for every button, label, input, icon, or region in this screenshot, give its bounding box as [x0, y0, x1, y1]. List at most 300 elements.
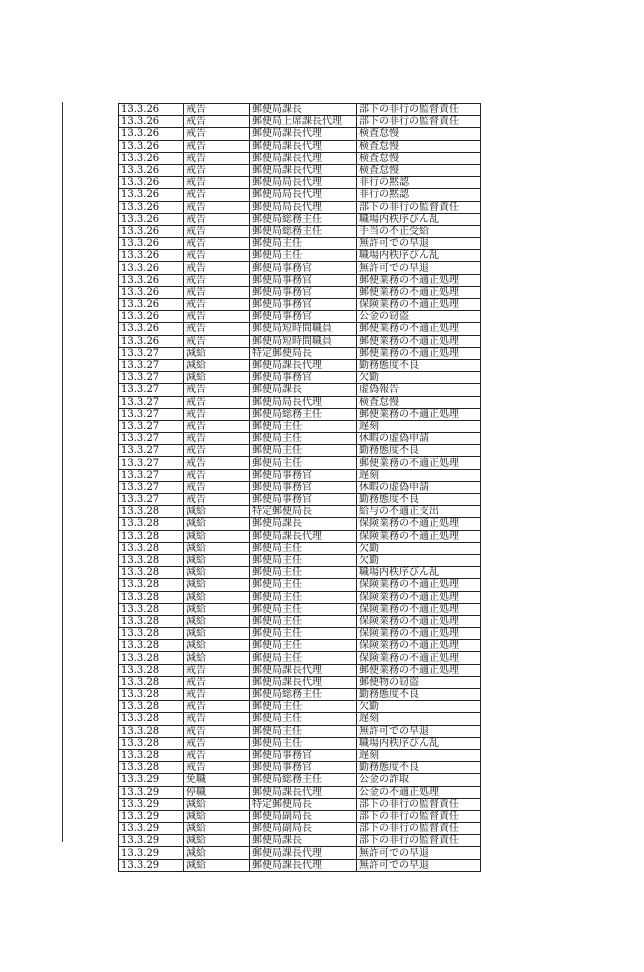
position-cell: 郵便局総務主任	[250, 213, 357, 225]
reason-cell: 遅刻	[357, 749, 481, 761]
table-row	[119, 469, 481, 481]
date-cell: 13.3.28	[119, 762, 184, 774]
position-cell: 郵便局総務主任	[250, 225, 357, 237]
action-cell: 減給	[184, 603, 250, 615]
date-cell: 13.3.29	[119, 774, 184, 786]
table-row	[119, 737, 481, 749]
action-cell: 戒告	[184, 725, 250, 737]
date-cell: 13.3.28	[119, 749, 184, 761]
table-row	[119, 749, 481, 761]
position-cell: 郵便局主任	[250, 725, 357, 737]
date-cell: 13.3.27	[119, 359, 184, 371]
action-cell: 減給	[184, 859, 250, 871]
date-cell: 13.3.29	[119, 847, 184, 859]
position-cell: 郵便局総務主任	[250, 408, 357, 420]
reason-cell: 保険業務の不適正処理	[357, 628, 481, 640]
action-cell: 戒告	[184, 762, 250, 774]
position-cell: 郵便局上席課長代理	[250, 116, 357, 128]
date-cell: 13.3.28	[119, 664, 184, 676]
reason-cell: 遅刻	[357, 713, 481, 725]
action-cell: 戒告	[184, 664, 250, 676]
date-cell: 13.3.27	[119, 408, 184, 420]
reason-cell: 遅刻	[357, 420, 481, 432]
table-row	[119, 786, 481, 798]
action-cell: 減給	[184, 652, 250, 664]
table-row	[119, 530, 481, 542]
table-row	[119, 603, 481, 615]
action-cell: 減給	[184, 810, 250, 822]
action-cell: 戒告	[184, 238, 250, 250]
date-cell: 13.3.28	[119, 603, 184, 615]
date-cell: 13.3.29	[119, 835, 184, 847]
reason-cell: 郵便業務の不適正処理	[357, 408, 481, 420]
table-row	[119, 408, 481, 420]
action-cell: 戒告	[184, 408, 250, 420]
date-cell: 13.3.26	[119, 262, 184, 274]
position-cell: 郵便局事務官	[250, 762, 357, 774]
position-cell: 特定郵便局長	[250, 347, 357, 359]
action-cell: 減給	[184, 506, 250, 518]
position-cell: 郵便局副局長	[250, 810, 357, 822]
table-row	[119, 384, 481, 396]
position-cell: 郵便局主任	[250, 591, 357, 603]
reason-cell: 部下の非行の監督責任	[357, 810, 481, 822]
reason-cell: 検査怠慢	[357, 140, 481, 152]
table-row	[119, 579, 481, 591]
position-cell: 郵便局主任	[250, 457, 357, 469]
action-cell: 戒告	[184, 311, 250, 323]
date-cell: 13.3.26	[119, 104, 184, 116]
position-cell: 郵便局事務官	[250, 749, 357, 761]
action-cell: 戒告	[184, 676, 250, 688]
action-cell: 戒告	[184, 152, 250, 164]
action-cell: 減給	[184, 823, 250, 835]
table-row	[119, 847, 481, 859]
action-cell: 戒告	[184, 164, 250, 176]
date-cell: 13.3.26	[119, 225, 184, 237]
action-cell: 戒告	[184, 286, 250, 298]
action-cell: 減給	[184, 347, 250, 359]
date-cell: 13.3.26	[119, 140, 184, 152]
position-cell: 郵便局主任	[250, 250, 357, 262]
table-row	[119, 676, 481, 688]
table-row	[119, 567, 481, 579]
table-row	[119, 104, 481, 116]
reason-cell: 部下の非行の監督責任	[357, 823, 481, 835]
date-cell: 13.3.28	[119, 518, 184, 530]
date-cell: 13.3.29	[119, 810, 184, 822]
table-row	[119, 347, 481, 359]
table-row	[119, 494, 481, 506]
reason-cell: 職場内秩序びん乱	[357, 250, 481, 262]
position-cell: 郵便局局長代理	[250, 201, 357, 213]
table-row	[119, 286, 481, 298]
reason-cell: 保険業務の不適正処理	[357, 615, 481, 627]
table-row	[119, 213, 481, 225]
position-cell: 郵便局局長代理	[250, 177, 357, 189]
date-cell: 13.3.28	[119, 737, 184, 749]
action-cell: 戒告	[184, 116, 250, 128]
table-row	[119, 713, 481, 725]
action-cell: 減給	[184, 615, 250, 627]
reason-cell: 部下の非行の監督責任	[357, 201, 481, 213]
position-cell: 郵便局課長代理	[250, 359, 357, 371]
action-cell: 減給	[184, 847, 250, 859]
date-cell: 13.3.26	[119, 116, 184, 128]
reason-cell: 勤務態度不良	[357, 445, 481, 457]
date-cell: 13.3.26	[119, 335, 184, 347]
reason-cell: 郵便業務の不適正処理	[357, 323, 481, 335]
position-cell: 郵便局短時間職員	[250, 335, 357, 347]
action-cell: 戒告	[184, 457, 250, 469]
action-cell: 戒告	[184, 140, 250, 152]
position-cell: 郵便局主任	[250, 567, 357, 579]
reason-cell: 検査怠慢	[357, 164, 481, 176]
position-cell: 特定郵便局長	[250, 798, 357, 810]
action-cell: 戒告	[184, 274, 250, 286]
reason-cell: 郵便業務の不適正処理	[357, 286, 481, 298]
table-row	[119, 152, 481, 164]
reason-cell: 保険業務の不適正処理	[357, 640, 481, 652]
date-cell: 13.3.26	[119, 201, 184, 213]
reason-cell: 検査怠慢	[357, 128, 481, 140]
position-cell: 郵便局総務主任	[250, 689, 357, 701]
date-cell: 13.3.28	[119, 628, 184, 640]
table-row	[119, 359, 481, 371]
position-cell: 郵便局課長	[250, 384, 357, 396]
position-cell: 郵便局事務官	[250, 311, 357, 323]
position-cell: 郵便局事務官	[250, 469, 357, 481]
date-cell: 13.3.27	[119, 457, 184, 469]
date-cell: 13.3.26	[119, 274, 184, 286]
date-cell: 13.3.28	[119, 713, 184, 725]
position-cell: 郵便局主任	[250, 554, 357, 566]
reason-cell: 欠勤	[357, 554, 481, 566]
position-cell: 郵便局主任	[250, 603, 357, 615]
table-row	[119, 689, 481, 701]
position-cell: 郵便局事務官	[250, 372, 357, 384]
table-row	[119, 372, 481, 384]
table-row	[119, 725, 481, 737]
position-cell: 郵便局主任	[250, 615, 357, 627]
reason-cell: 保険業務の不適正処理	[357, 299, 481, 311]
position-cell: 郵便局主任	[250, 737, 357, 749]
position-cell: 郵便局主任	[250, 420, 357, 432]
table-row	[119, 481, 481, 493]
date-cell: 13.3.29	[119, 786, 184, 798]
reason-cell: 無許可での早退	[357, 725, 481, 737]
table-row	[119, 542, 481, 554]
position-cell: 郵便局主任	[250, 445, 357, 457]
date-cell: 13.3.27	[119, 384, 184, 396]
date-cell: 13.3.28	[119, 725, 184, 737]
table-row	[119, 835, 481, 847]
reason-cell: 公金の詐取	[357, 774, 481, 786]
action-cell: 戒告	[184, 323, 250, 335]
reason-cell: 検査怠慢	[357, 152, 481, 164]
position-cell: 郵便局主任	[250, 640, 357, 652]
table-row	[119, 201, 481, 213]
position-cell: 郵便局課長代理	[250, 152, 357, 164]
reason-cell: 非行の黙認	[357, 177, 481, 189]
table-row	[119, 591, 481, 603]
table-row	[119, 762, 481, 774]
table-row	[119, 225, 481, 237]
table-row	[119, 116, 481, 128]
date-cell: 13.3.28	[119, 591, 184, 603]
table-row	[119, 274, 481, 286]
table-row	[119, 701, 481, 713]
position-cell: 郵便局課長代理	[250, 676, 357, 688]
position-cell: 郵便局短時間職員	[250, 323, 357, 335]
position-cell: 郵便局課長代理	[250, 859, 357, 871]
action-cell: 減給	[184, 628, 250, 640]
table-row	[119, 140, 481, 152]
date-cell: 13.3.26	[119, 177, 184, 189]
reason-cell: 保険業務の不適正処理	[357, 652, 481, 664]
date-cell: 13.3.26	[119, 152, 184, 164]
reason-cell: 無許可での早退	[357, 262, 481, 274]
position-cell: 郵便局課長	[250, 518, 357, 530]
position-cell: 郵便局事務官	[250, 481, 357, 493]
date-cell: 13.3.28	[119, 579, 184, 591]
date-cell: 13.3.28	[119, 567, 184, 579]
table-row	[119, 859, 481, 871]
position-cell: 郵便局主任	[250, 701, 357, 713]
position-cell: 郵便局課長代理	[250, 140, 357, 152]
date-cell: 13.3.27	[119, 445, 184, 457]
action-cell: 戒告	[184, 433, 250, 445]
table-row	[119, 774, 481, 786]
action-cell: 減給	[184, 567, 250, 579]
reason-cell: 無許可での早退	[357, 238, 481, 250]
action-cell: 減給	[184, 640, 250, 652]
reason-cell: 欠勤	[357, 701, 481, 713]
table-row	[119, 506, 481, 518]
date-cell: 13.3.26	[119, 286, 184, 298]
position-cell: 郵便局事務官	[250, 274, 357, 286]
date-cell: 13.3.26	[119, 164, 184, 176]
table-row	[119, 798, 481, 810]
action-cell: 減給	[184, 372, 250, 384]
date-cell: 13.3.27	[119, 494, 184, 506]
reason-cell: 保険業務の不適正処理	[357, 579, 481, 591]
reason-cell: 部下の非行の監督責任	[357, 116, 481, 128]
reason-cell: 部下の非行の監督責任	[357, 798, 481, 810]
reason-cell: 郵便業務の不適正処理	[357, 335, 481, 347]
date-cell: 13.3.29	[119, 859, 184, 871]
action-cell: 戒告	[184, 713, 250, 725]
action-cell: 減給	[184, 835, 250, 847]
position-cell: 郵便局主任	[250, 652, 357, 664]
date-cell: 13.3.29	[119, 823, 184, 835]
action-cell: 減給	[184, 359, 250, 371]
reason-cell: 虚偽報告	[357, 384, 481, 396]
position-cell: 郵便局主任	[250, 433, 357, 445]
reason-cell: 遅刻	[357, 469, 481, 481]
action-cell: 戒告	[184, 481, 250, 493]
reason-cell: 郵便業務の不適正処理	[357, 457, 481, 469]
action-cell: 戒告	[184, 469, 250, 481]
position-cell: 郵便局課長代理	[250, 786, 357, 798]
table-row	[119, 640, 481, 652]
position-cell: 特定郵便局長	[250, 506, 357, 518]
date-cell: 13.3.27	[119, 433, 184, 445]
action-cell: 減給	[184, 530, 250, 542]
date-cell: 13.3.26	[119, 238, 184, 250]
date-cell: 13.3.28	[119, 554, 184, 566]
position-cell: 郵便局事務官	[250, 494, 357, 506]
action-cell: 戒告	[184, 701, 250, 713]
position-cell: 郵便局課長代理	[250, 530, 357, 542]
date-cell: 13.3.28	[119, 676, 184, 688]
action-cell: 減給	[184, 798, 250, 810]
action-cell: 戒告	[184, 396, 250, 408]
action-cell: 戒告	[184, 689, 250, 701]
date-cell: 13.3.27	[119, 420, 184, 432]
action-cell: 停職	[184, 786, 250, 798]
action-cell: 戒告	[184, 420, 250, 432]
reason-cell: 勤務態度不良	[357, 359, 481, 371]
table-row	[119, 652, 481, 664]
table-row	[119, 445, 481, 457]
table-row	[119, 311, 481, 323]
date-cell: 13.3.26	[119, 311, 184, 323]
reason-cell: 郵便業務の不適正処理	[357, 664, 481, 676]
table-row	[119, 189, 481, 201]
reason-cell: 手当の不正受給	[357, 225, 481, 237]
action-cell: 戒告	[184, 737, 250, 749]
action-cell: 戒告	[184, 213, 250, 225]
reason-cell: 無許可での早退	[357, 847, 481, 859]
reason-cell: 検査怠慢	[357, 396, 481, 408]
table-row	[119, 262, 481, 274]
action-cell: 減給	[184, 591, 250, 603]
reason-cell: 給与の不適正支出	[357, 506, 481, 518]
date-cell: 13.3.26	[119, 128, 184, 140]
action-cell: 戒告	[184, 225, 250, 237]
table-row	[119, 164, 481, 176]
table-row	[119, 810, 481, 822]
table-row	[119, 615, 481, 627]
reason-cell: 勤務態度不良	[357, 689, 481, 701]
reason-cell: 保険業務の不適正処理	[357, 530, 481, 542]
table-row	[119, 433, 481, 445]
reason-cell: 欠勤	[357, 372, 481, 384]
action-cell: 減給	[184, 579, 250, 591]
date-cell: 13.3.27	[119, 469, 184, 481]
date-cell: 13.3.28	[119, 615, 184, 627]
position-cell: 郵便局総務主任	[250, 774, 357, 786]
reason-cell: 公金の不適正処理	[357, 786, 481, 798]
reason-cell: 勤務態度不良	[357, 494, 481, 506]
table-row	[119, 250, 481, 262]
date-cell: 13.3.26	[119, 189, 184, 201]
reason-cell: 部下の非行の監督責任	[357, 104, 481, 116]
position-cell: 郵便局主任	[250, 628, 357, 640]
position-cell: 郵便局局長代理	[250, 189, 357, 201]
reason-cell: 保険業務の不適正処理	[357, 591, 481, 603]
position-cell: 郵便局主任	[250, 579, 357, 591]
date-cell: 13.3.28	[119, 542, 184, 554]
action-cell: 免職	[184, 774, 250, 786]
date-cell: 13.3.27	[119, 347, 184, 359]
table-row	[119, 628, 481, 640]
margin-rule	[62, 102, 63, 842]
table-row	[119, 518, 481, 530]
action-cell: 戒告	[184, 445, 250, 457]
action-cell: 戒告	[184, 189, 250, 201]
action-cell: 減給	[184, 554, 250, 566]
disciplinary-records-table	[118, 103, 481, 872]
action-cell: 戒告	[184, 128, 250, 140]
action-cell: 戒告	[184, 335, 250, 347]
reason-cell: 郵便業務の不適正処理	[357, 274, 481, 286]
date-cell: 13.3.27	[119, 396, 184, 408]
table-row	[119, 177, 481, 189]
position-cell: 郵便局事務官	[250, 286, 357, 298]
date-cell: 13.3.27	[119, 481, 184, 493]
position-cell: 郵便局主任	[250, 238, 357, 250]
table-row	[119, 299, 481, 311]
reason-cell: 職場内秩序びん乱	[357, 213, 481, 225]
date-cell: 13.3.26	[119, 323, 184, 335]
position-cell: 郵便局主任	[250, 542, 357, 554]
position-cell: 郵便局課長代理	[250, 164, 357, 176]
reason-cell: 公金の窃盗	[357, 311, 481, 323]
table-row	[119, 396, 481, 408]
reason-cell: 郵便業務の不適正処理	[357, 347, 481, 359]
date-cell: 13.3.28	[119, 530, 184, 542]
reason-cell: 保険業務の不適正処理	[357, 603, 481, 615]
date-cell: 13.3.28	[119, 689, 184, 701]
reason-cell: 職場内秩序びん乱	[357, 567, 481, 579]
table-row	[119, 554, 481, 566]
action-cell: 戒告	[184, 104, 250, 116]
date-cell: 13.3.26	[119, 250, 184, 262]
position-cell: 郵便局課長代理	[250, 664, 357, 676]
table-row	[119, 323, 481, 335]
date-cell: 13.3.28	[119, 506, 184, 518]
date-cell: 13.3.28	[119, 701, 184, 713]
position-cell: 郵便局副局長	[250, 823, 357, 835]
reason-cell: 無許可での早退	[357, 859, 481, 871]
table-row	[119, 335, 481, 347]
position-cell: 郵便局課長	[250, 835, 357, 847]
action-cell: 減給	[184, 542, 250, 554]
position-cell: 郵便局課長	[250, 104, 357, 116]
action-cell: 戒告	[184, 201, 250, 213]
reason-cell: 郵便物の窃盗	[357, 676, 481, 688]
reason-cell: 職場内秩序びん乱	[357, 737, 481, 749]
position-cell: 郵便局課長代理	[250, 847, 357, 859]
reason-cell: 休暇の虚偽申請	[357, 481, 481, 493]
action-cell: 戒告	[184, 177, 250, 189]
date-cell: 13.3.26	[119, 213, 184, 225]
action-cell: 戒告	[184, 494, 250, 506]
position-cell: 郵便局事務官	[250, 299, 357, 311]
date-cell: 13.3.28	[119, 640, 184, 652]
reason-cell: 非行の黙認	[357, 189, 481, 201]
position-cell: 郵便局事務官	[250, 262, 357, 274]
table-row	[119, 420, 481, 432]
table-body	[119, 104, 481, 872]
date-cell: 13.3.29	[119, 798, 184, 810]
action-cell: 戒告	[184, 299, 250, 311]
table-row	[119, 128, 481, 140]
action-cell: 戒告	[184, 384, 250, 396]
table-row	[119, 823, 481, 835]
